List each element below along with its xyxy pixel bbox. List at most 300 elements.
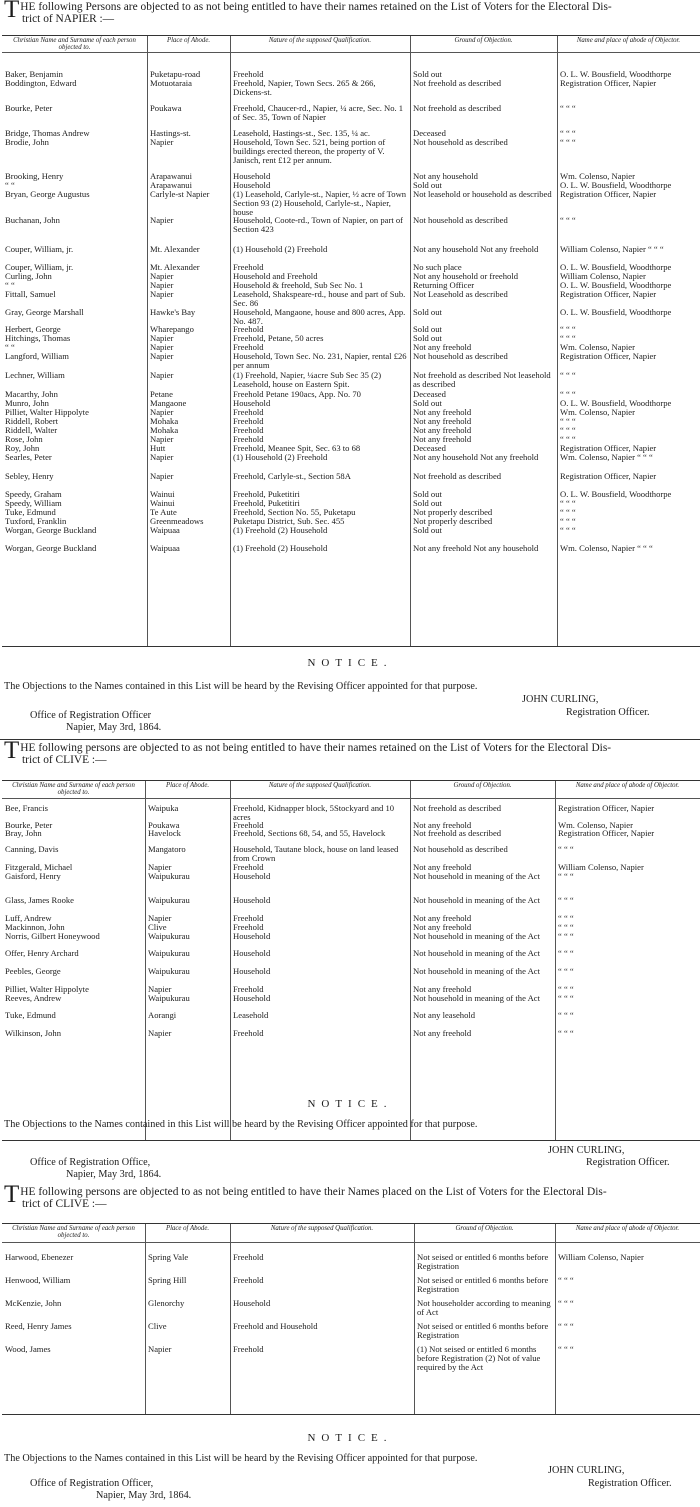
cell-objector: “ “ “: [560, 416, 576, 426]
cell-name: Pilliet, Walter Hippolyte: [5, 984, 89, 994]
column-rule: [145, 781, 146, 1140]
cell-place: Napier: [150, 471, 174, 481]
cell-objector: “ “ “: [560, 434, 576, 444]
cell-qual: Freehold, Carlyle-st., Section 58A: [233, 471, 351, 481]
cell-qual: Freehold, Section No. 55, Puketapu: [233, 507, 356, 517]
cell-qual: Freehold, Petane, 50 acres: [233, 333, 324, 343]
cell-qual: Household: [233, 948, 271, 958]
clive-retained-table: [2, 780, 700, 1141]
notice-title: NOTICE.: [307, 1098, 393, 1110]
cell-qual: Household: [233, 993, 271, 1003]
cell-name: Pilliet, Walter Hippolyte: [5, 407, 89, 417]
cell-ground: No such place: [413, 262, 462, 272]
cell-place: Waipuaa: [150, 543, 180, 553]
header-qual: Nature of the supposed Qualification.: [268, 37, 372, 44]
cell-qual: Household: [233, 1298, 271, 1308]
cell-objector: “ “ “: [560, 425, 576, 435]
cell-name: Searles, Peter: [5, 452, 52, 462]
cell-objector: “ “ “: [560, 370, 576, 380]
cell-qual: Leasehold, Hastings-st., Sec. 135, ¼ ac.: [233, 128, 370, 138]
cell-place: Napier: [150, 342, 174, 352]
cell-qual: Freehold, Puketitiri: [233, 489, 300, 499]
cell-place: Spring Vale: [148, 1252, 189, 1262]
column-rule: [147, 36, 148, 646]
cell-qual: Freehold, Chaucer-rd., Napier, ¼ acre, Sec. No. 1 of Sec. 35, Town of Napier: [233, 103, 404, 122]
cell-place: Waipukurau: [148, 966, 190, 976]
column-rule: [555, 781, 556, 1140]
cell-objector: “ “ “: [560, 137, 576, 147]
cell-ground: Not any household Not any freehold: [413, 452, 539, 462]
cell-place: Wharepango: [150, 324, 194, 334]
cell-ground: Not any household or freehold: [413, 271, 519, 281]
column-rule: [145, 1224, 146, 1414]
cell-ground: Sold out: [413, 525, 442, 535]
cell-objector: O. L. W. Bousfield, Woodthorpe: [560, 398, 672, 408]
cell-qual: (1) Leasehold, Carlyle-st., Napier, ½ acre of Town Section 93 (2) Household, Carlyle-st., Napier, house: [233, 189, 407, 217]
cell-qual: Freehold: [233, 1275, 264, 1285]
header-name: Christian Name and Surname of each person objected to.: [13, 37, 136, 51]
cell-ground: Not any household: [413, 171, 478, 181]
cell-name: Fittall, Samuel: [5, 289, 56, 299]
signer: JOHN CURLING,: [548, 1465, 625, 1476]
cell-qual: Freehold, Napier, Town Secs. 265 & 266, Dickens-st.: [233, 78, 376, 97]
cell-qual: Household: [233, 931, 271, 941]
cell-place: Waipukurau: [148, 993, 190, 1003]
header-place: Place of Abode.: [165, 1225, 210, 1232]
cell-objector: “ “ “: [558, 931, 574, 941]
cell-objector: “ “ “: [560, 215, 576, 225]
signer-title: Registration Officer.: [588, 1478, 672, 1489]
cell-objector: O. L. W. Bousfield, Woodthorpe: [560, 489, 672, 499]
cell-qual: Freehold: [233, 69, 264, 79]
cell-qual: Freehold Petane 190acs, App. No. 70: [233, 389, 361, 399]
cell-ground: Not any freehold: [413, 913, 472, 923]
cell-qual: Household, Coote-rd., Town of Napier, on part of Section 423: [233, 215, 404, 234]
cell-qual: Freehold: [233, 1028, 264, 1038]
cell-place: Aorangi: [148, 1010, 177, 1020]
cell-qual: Household: [233, 171, 271, 181]
cell-qual: Household, Tautane block, house on land leased from Crown: [233, 844, 399, 863]
cell-name: Sebley, Henry: [5, 471, 54, 481]
cell-objector: “ “ “: [560, 525, 576, 535]
cell-name: Gray, George Marshall: [5, 307, 84, 317]
cell-place: Napier: [150, 407, 174, 417]
cell-place: Glenorchy: [148, 1298, 185, 1308]
cell-name: Reed, Henry James: [5, 1321, 72, 1331]
cell-objector: Registration Officer, Napier: [560, 78, 657, 88]
cell-name: Luff, Andrew: [5, 913, 52, 923]
cell-name: Reeves, Andrew: [5, 993, 62, 1003]
cell-name: Henwood, William: [5, 1275, 71, 1285]
cell-objector: “ “ “: [558, 1344, 574, 1354]
cell-name: Worgan, George Buckland: [5, 525, 97, 535]
cell-qual: Freehold, Kidnapper block, 5Stockyard and 10 acres: [233, 803, 395, 822]
cell-objector: Registration Officer, Napier: [560, 443, 657, 453]
cell-ground: Not freehold as described: [413, 828, 502, 838]
cell-name: Bourke, Peter: [5, 103, 53, 113]
cell-objector: “ “ “: [558, 913, 574, 923]
cell-qual: Household, Mangaone, house and 800 acres, App. No. 487.: [233, 307, 406, 326]
intro-line2: trict of NAPIER :—: [22, 13, 115, 25]
cell-place: Napier: [150, 351, 174, 361]
cell-ground: Not seised or entitled 6 months before Registration: [417, 1275, 549, 1294]
cell-name: “ “: [5, 342, 15, 352]
column-rule: [230, 781, 231, 1140]
cell-qual: (1) Freehold (2) Household: [233, 525, 328, 535]
header-place: Place of Abode.: [165, 782, 210, 789]
cell-objector: “ “ “: [560, 128, 576, 138]
cell-ground: Sold out: [413, 324, 442, 334]
cell-qual: Household: [233, 180, 271, 190]
cell-objector: O. L. W. Bousfield, Woodthorpe: [560, 307, 672, 317]
cell-objector: “ “ “: [560, 389, 576, 399]
cell-ground: Not any freehold: [413, 862, 472, 872]
cell-qual: Household & freehold, Sub Sec No. 1: [233, 280, 364, 290]
column-rule: [230, 1224, 231, 1414]
clive-placed-table: [2, 1223, 700, 1415]
notice-text: The Objections to the Names contained in this List will be heard by the Revising Officer appointed for that purpose.: [4, 1119, 478, 1130]
cell-name: Langford, William: [5, 351, 69, 361]
cell-name: Wood, James: [5, 1344, 51, 1354]
column-rule: [555, 1224, 556, 1414]
cell-objector: Wm. Colenso, Napier: [558, 820, 633, 830]
cell-place: Napier: [150, 434, 174, 444]
cell-objector: “ “ “: [558, 948, 574, 958]
cell-name: Brooking, Henry: [5, 171, 64, 181]
cell-objector: “ “ “: [558, 984, 574, 994]
cell-objector: Registration Officer, Napier: [560, 471, 657, 481]
cell-ground: Sold out: [413, 307, 442, 317]
cell-objector: Wm. Colenso, Napier: [560, 342, 635, 352]
cell-objector: “ “ “: [558, 1028, 574, 1038]
header-qual: Nature of the supposed Qualification.: [270, 1225, 374, 1232]
cell-objector: Registration Officer, Napier: [558, 803, 655, 813]
cell-qual: Puketapu District, Sub. Sec. 455: [233, 516, 345, 526]
section-divider: [0, 739, 700, 740]
intro-line2: trict of CLIVE :—: [22, 1198, 107, 1210]
cell-objector: “ “ “: [560, 333, 576, 343]
cell-ground: Deceased: [413, 443, 446, 453]
cell-objector: “ “ “: [558, 1275, 574, 1285]
cell-place: Poukawa: [148, 820, 180, 830]
cell-place: Mohaka: [150, 416, 179, 426]
cell-ground: Sold out: [413, 333, 442, 343]
napier-section: [0, 0, 700, 733]
cell-objector: “ “ “: [560, 103, 576, 113]
cell-ground: Not any freehold: [413, 425, 472, 435]
cell-ground: Not any freehold: [413, 820, 472, 830]
cell-place: Napier: [150, 280, 174, 290]
cell-ground: Deceased: [413, 389, 446, 399]
cell-name: Worgan, George Buckland: [5, 543, 97, 553]
cell-name: Wilkinson, John: [5, 1028, 61, 1038]
cell-qual: (1) Freehold, Napier, ¼acre Sub Sec 35 (2) Leasehold, house on Eastern Spit.: [233, 370, 382, 389]
cell-ground: Not household as described: [413, 844, 508, 854]
cell-place: Napier: [150, 271, 174, 281]
cell-place: Napier: [150, 333, 174, 343]
cell-name: Rose, John: [5, 434, 43, 444]
notice-title: NOTICE.: [307, 657, 393, 669]
cell-objector: Wm. Colenso, Napier “ “ “: [560, 452, 653, 462]
cell-qual: Freehold: [233, 922, 264, 932]
cell-name: “ “: [5, 180, 15, 190]
cell-name: Baker, Benjamin: [5, 69, 63, 79]
header-rule: [2, 798, 700, 799]
cell-ground: Not household in meaning of the Act: [413, 993, 540, 1003]
cell-ground: Deceased: [413, 128, 446, 138]
cell-ground: Not freehold as described: [413, 78, 502, 88]
cell-place: Wainui: [150, 498, 175, 508]
cell-qual: Household: [233, 895, 271, 905]
cell-place: Poukawa: [150, 103, 182, 113]
cell-place: Napier: [148, 1344, 172, 1354]
cell-objector: “ “ “: [558, 966, 574, 976]
cell-place: Waipukurau: [148, 895, 190, 905]
header-place: Place of Abode.: [166, 37, 211, 44]
cell-name: Herbert, George: [5, 324, 61, 334]
cell-ground: Sold out: [413, 498, 442, 508]
cell-name: Boddington, Edward: [5, 78, 77, 88]
signer: JOHN CURLING,: [548, 1145, 625, 1156]
column-rule: [230, 36, 231, 646]
cell-name: Tuxford, Franklin: [5, 516, 67, 526]
notice-text: The Objections to the Names contained in this List will be heard by the Revising Officer appointed for that purpose.: [4, 1453, 478, 1464]
cell-ground: Not household as described: [413, 215, 508, 225]
cell-qual: Household and Freehold: [233, 271, 318, 281]
cell-name: McKenzie, John: [5, 1298, 62, 1308]
cell-qual: Freehold: [233, 984, 264, 994]
dropcap: T: [4, 1181, 20, 1208]
cell-qual: Freehold: [233, 1344, 264, 1354]
cell-name: Lechner, William: [5, 370, 65, 380]
cell-name: Bray, John: [5, 828, 42, 838]
cell-ground: Sold out: [413, 69, 442, 79]
cell-objector: “ “ “: [558, 844, 574, 854]
cell-place: Puketapu-road: [150, 69, 201, 79]
cell-ground: Not any freehold: [413, 416, 472, 426]
cell-place: Napier: [148, 984, 172, 994]
cell-ground: Sold out: [413, 489, 442, 499]
cell-objector: O. L. W. Bousfield, Woodthorpe: [560, 280, 672, 290]
cell-ground: Not household in meaning of the Act: [413, 895, 540, 905]
cell-place: Mangatoro: [148, 844, 186, 854]
cell-objector: “ “ “: [558, 1010, 574, 1020]
cell-ground: Not seised or entitled 6 months before Registration: [417, 1252, 549, 1271]
clive-placed-section: [0, 1181, 700, 1507]
column-rule: [414, 1224, 415, 1414]
intro-line1: HE following persons are objected to as not being entitled to have their names retained on the List of Voters for the Electoral Dis-: [20, 742, 612, 754]
cell-ground: Not household in meaning of the Act: [413, 966, 540, 976]
cell-ground: Not any freehold: [413, 984, 472, 994]
cell-objector: “ “ “: [558, 871, 574, 881]
header-ground: Ground of Objection.: [453, 782, 512, 789]
cell-ground: Sold out: [413, 180, 442, 190]
cell-ground: Not household as described: [413, 137, 508, 147]
cell-qual: Leasehold: [233, 1010, 269, 1020]
cell-qual: Household: [233, 398, 271, 408]
cell-objector: “ “ “: [558, 1298, 574, 1308]
cell-ground: Not household in meaning of the Act: [413, 871, 540, 881]
cell-qual: (1) Freehold (2) Household: [233, 543, 328, 553]
cell-qual: Freehold, Puketitiri: [233, 498, 300, 508]
cell-objector: Wm. Colenso, Napier: [560, 171, 635, 181]
header-ground: Ground of Objection.: [454, 37, 513, 44]
office: Office of Registration Office,: [30, 1157, 151, 1168]
cell-objector: William Colenso, Napier: [560, 271, 646, 281]
cell-qual: Freehold: [233, 262, 264, 272]
cell-place: Waipuka: [148, 803, 179, 813]
cell-place: Waipukurau: [148, 871, 190, 881]
cell-name: Peebles, George: [5, 966, 61, 976]
napier-intro: [4, 1, 698, 25]
cell-name: Glass, James Rooke: [5, 895, 74, 905]
cell-objector: Registration Officer, Napier: [558, 828, 655, 838]
cell-place: Waipuaa: [150, 525, 180, 535]
cell-ground: Not properly described: [413, 507, 493, 517]
cell-qual: Freehold: [233, 434, 264, 444]
cell-qual: Freehold, Meanee Spit, Sec. 63 to 68: [233, 443, 361, 453]
cell-qual: Freehold: [233, 324, 264, 334]
cell-place: Greenmeadows: [150, 516, 204, 526]
cell-objector: Wm. Colenso, Napier “ “ “: [560, 543, 653, 553]
cell-place: Clive: [148, 1321, 167, 1331]
cell-name: Munro, John: [5, 398, 49, 408]
cell-qual: Household: [233, 871, 271, 881]
cell-name: Roy, John: [5, 443, 40, 453]
cell-name: Bridge, Thomas Andrew: [5, 128, 90, 138]
cell-name: Hitchings, Thomas: [5, 333, 71, 343]
cell-place: Napier: [150, 289, 174, 299]
cell-ground: Not properly described: [413, 516, 493, 526]
column-rule: [557, 36, 558, 646]
cell-objector: “ “ “: [558, 1321, 574, 1331]
cell-ground: Not household in meaning of the Act: [413, 948, 540, 958]
cell-place: Waipukurau: [148, 931, 190, 941]
cell-name: Couper, William, jr.: [5, 244, 74, 254]
cell-qual: (1) Household (2) Freehold: [233, 244, 328, 254]
cell-objector: William Colenso, Napier: [558, 1252, 644, 1262]
signer: JOHN CURLING,: [522, 694, 599, 705]
cell-objector: “ “ “: [560, 498, 576, 508]
header-ground: Ground of Objection.: [455, 1225, 514, 1232]
notice-title: NOTICE.: [307, 1432, 393, 1444]
cell-place: Wainui: [150, 489, 175, 499]
cell-name: Offer, Henry Archard: [5, 948, 79, 958]
cell-ground: (1) Not seised or entitled 6 months before Registration (2) Not of value required by the Act: [417, 1344, 541, 1372]
header-objector: Name and place of abode of Objector.: [575, 782, 680, 789]
cell-objector: O. L. W. Bousfield, Woodthorpe: [560, 262, 672, 272]
cell-objector: Registration Officer, Napier: [560, 289, 657, 299]
cell-objector: Registration Officer, Napier: [560, 189, 657, 199]
cell-objector: William Colenso, Napier “ “ “: [560, 244, 664, 254]
cell-place: Carlyle-st Napier: [150, 189, 210, 199]
cell-qual: Freehold and Household: [233, 1321, 318, 1331]
cell-name: Fitzgerald, Michael: [5, 862, 73, 872]
cell-objector: “ “ “: [560, 516, 576, 526]
cell-ground: Not freehold as described: [413, 103, 502, 113]
cell-place: Napier: [148, 1028, 172, 1038]
cell-place: Spring Hill: [148, 1275, 187, 1285]
cell-name: Riddell, Walter: [5, 425, 58, 435]
dropcap: T: [4, 0, 20, 23]
cell-ground: Not any leasehold: [413, 1010, 476, 1020]
dropcap: T: [4, 737, 20, 764]
header-objector: Name and place of abode of Objector.: [575, 1225, 680, 1232]
cell-ground: Not household in meaning of the Act: [413, 931, 540, 941]
cell-place: Te Aute: [150, 507, 177, 517]
cell-name: Harwood, Ebenezer: [5, 1252, 74, 1262]
cell-place: Hastings-st.: [150, 128, 191, 138]
office: Office of Registration Officer,: [30, 1478, 154, 1489]
cell-place: Motuotaraia: [150, 78, 192, 88]
cell-place: Napier: [150, 370, 174, 380]
cell-place: Mt. Alexander: [150, 244, 200, 254]
cell-place: Havelock: [148, 828, 181, 838]
cell-place: Napier: [148, 862, 172, 872]
cell-place: Napier: [150, 215, 174, 225]
clive-retained-intro: [4, 737, 698, 766]
cell-objector: “ “ “: [560, 324, 576, 334]
cell-ground: Not leasehold or household as described: [413, 189, 552, 199]
cell-qual: Household, Town Sec. 521, being portion of buildings erected thereon, the property of V. Janisch, rent £12 per annum.: [233, 137, 386, 165]
cell-ground: Sold out: [413, 398, 442, 408]
clive-placed-intro: [4, 1181, 698, 1210]
header-rule: [2, 1242, 700, 1243]
cell-name: Buchanan, John: [5, 215, 60, 225]
cell-qual: Freehold, Sections 68, 54, and 55, Havelock: [233, 828, 386, 838]
cell-name: “ “: [5, 280, 15, 290]
date: Napier, May 3rd, 1864.: [66, 722, 162, 733]
cell-ground: Not any household Not any freehold: [413, 244, 539, 254]
cell-name: Macarthy, John: [5, 389, 58, 399]
cell-ground: Not freehold as described: [413, 471, 502, 481]
cell-place: Mohaka: [150, 425, 179, 435]
cell-name: Couper, William, jr.: [5, 262, 74, 272]
intro-line2: trict of CLIVE :—: [22, 754, 107, 766]
header-name: Christian Name and Surname of each person objected to.: [12, 782, 135, 796]
cell-name: Speedy, William: [5, 498, 62, 508]
column-rule: [410, 36, 411, 646]
cell-ground: Not household as described: [413, 351, 508, 361]
column-rule: [410, 781, 411, 1140]
cell-name: Canning, Davis: [5, 844, 59, 854]
header-name: Christian Name and Surname of each person objected to.: [12, 1225, 135, 1239]
cell-ground: Not any freehold: [413, 922, 472, 932]
cell-ground: Not any freehold: [413, 1028, 472, 1038]
cell-name: Mackinnon, John: [5, 922, 65, 932]
header-qual: Nature of the supposed Qualification.: [268, 782, 372, 789]
cell-objector: O. L. W. Bousfield, Woodthorpe: [560, 180, 672, 190]
header-rule: [2, 52, 700, 53]
cell-objector: Registration Officer, Napier: [560, 351, 657, 361]
napier-table: [2, 35, 700, 647]
cell-place: Clive: [148, 922, 167, 932]
cell-objector: “ “ “: [558, 922, 574, 932]
cell-qual: Freehold: [233, 913, 264, 923]
cell-qual: Household, Town Sec. No. 231, Napier, rental £26 per annum: [233, 351, 407, 370]
cell-place: Napier: [150, 452, 174, 462]
cell-ground: Not householder according to meaning of Act: [417, 1298, 551, 1317]
cell-place: Hawke's Bay: [150, 307, 196, 317]
header-objector: Name and place of abode of Objector.: [576, 37, 681, 44]
cell-ground: Not any freehold: [413, 342, 472, 352]
cell-place: Mt. Alexander: [150, 262, 200, 272]
cell-name: Bee, Francis: [5, 803, 48, 813]
cell-qual: Household: [233, 966, 271, 976]
cell-ground: Not seised or entitled 6 months before Registration: [417, 1321, 549, 1340]
cell-place: Napier: [148, 913, 172, 923]
cell-objector: “ “ “: [558, 993, 574, 1003]
